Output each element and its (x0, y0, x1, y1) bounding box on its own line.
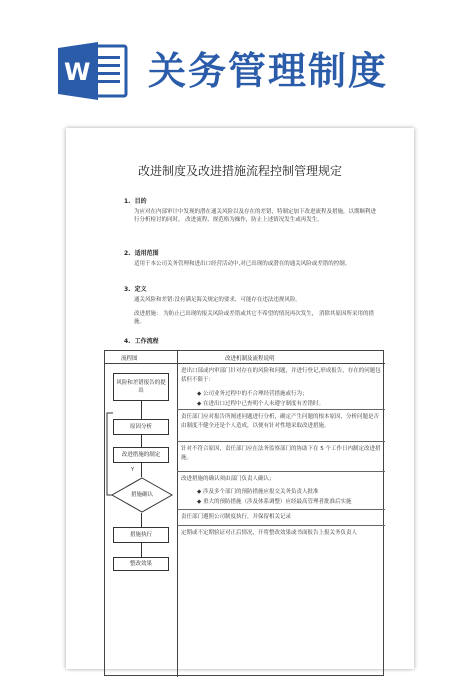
flow-arrow (141, 463, 142, 477)
row-2-text: 责任部门应对报告所阐述问题进行分析，确定产生问题的根本原因，分析问题是否由制度不健全还是个人造成，以便有针对性地采取改进措施。 (181, 414, 380, 429)
section-3-text-1: 通关风险和差错:没有满足海关规定的要求，可能存在违法违规风险。 (134, 297, 301, 303)
col1-header: 流程图 (121, 356, 138, 362)
flow-arrow (141, 435, 142, 447)
col2-header: 改进机制及流程说明 (225, 356, 275, 362)
section-2-heading: 2. 适用范围 (124, 250, 159, 257)
banner-title: 关务管理制度 (148, 49, 389, 93)
row-6-text: 定期或不定期验证对正后情况，开将整改效果或书面报告上报关务负责人 (181, 530, 358, 536)
workflow-table (104, 350, 384, 676)
row-1-bullet-1: ◆ 公司业务过程中的不合理经营措施或行为； (197, 391, 308, 397)
row-divider (177, 441, 385, 442)
row-divider (177, 525, 385, 526)
flow-node-report: 风险和差错报告的提出 (113, 373, 169, 401)
row-4-bullet-1: ◆ 涉及多个部门的预防措施应报交关务负责人批准 (197, 489, 319, 495)
flow-node-execute: 措施执行 (113, 527, 169, 543)
row-5-text: 责任部门遵照公司制度执行，并保留相关记录 (181, 514, 292, 520)
svg-text:W: W (64, 58, 91, 86)
row-3-text: 针对不符合原因，责任部门应在法务监察部门的协助下在 5 个工作日内制定改进措施。 (181, 446, 381, 461)
flow-node-plan: 改进措施的制定 (113, 447, 169, 463)
flow-node-analysis: 原因分析 (113, 419, 169, 435)
flow-arrow (141, 513, 142, 527)
flow-node-effect: 整改效果 (113, 557, 169, 571)
document-title: 改进制度及改进措施流程控制管理规定 (137, 164, 342, 178)
section-4-heading: 4. 工作流程 (124, 338, 159, 345)
flow-yes-label: Y (131, 467, 135, 473)
row-1-bullet-2: ◆ 在进出口过程中已查明个人未遵守制度有差错时。 (197, 401, 324, 407)
row-1-text: 进出口部或内审部门针对存在的风险和问题，并进行登记,形成报告，存在的问题包括但不限于： (181, 368, 381, 383)
flow-arrow (141, 401, 142, 419)
row-4-text: 改进措施的确认须由部门负责人确认； (181, 476, 275, 482)
row-divider (177, 509, 385, 510)
row-4-bullet-2: ◆ 重大的预防措施（涉及体系调整）应经最高管理者批准后实施 (197, 499, 352, 505)
row-divider (177, 471, 385, 472)
flow-arrow (141, 543, 142, 557)
section-1-heading: 1. 目的 (124, 198, 147, 205)
column-divider (177, 351, 178, 677)
section-3-text-2: 改进措施： 为防止已出现的报关风险或差错或其它不希望的情况再次发生， 消除其原因所采用的措施。 (134, 311, 374, 325)
section-1-text: 为应对在内部审计中发现的潜在通关风险以及存在的差错，特制定加下改进流程及措施，以期顺利进行分析检讨的同时， 改进流程、规范格为操作，防止上述情况发生或再发生。 (134, 209, 377, 223)
section-3-heading: 3. 定义 (124, 286, 147, 293)
flow-loop-arrow (105, 411, 115, 497)
row-divider (177, 409, 385, 410)
flow-node-confirm: 措施确认 (130, 492, 153, 498)
document-page (66, 128, 414, 669)
section-2-text: 适用于本公司关务管理和进出口经营活动中,对已出现的或潜在的通关风险或差错的控制。 (134, 261, 351, 267)
header-divider (105, 363, 385, 364)
banner (0, 0, 474, 108)
word-icon (58, 40, 130, 102)
